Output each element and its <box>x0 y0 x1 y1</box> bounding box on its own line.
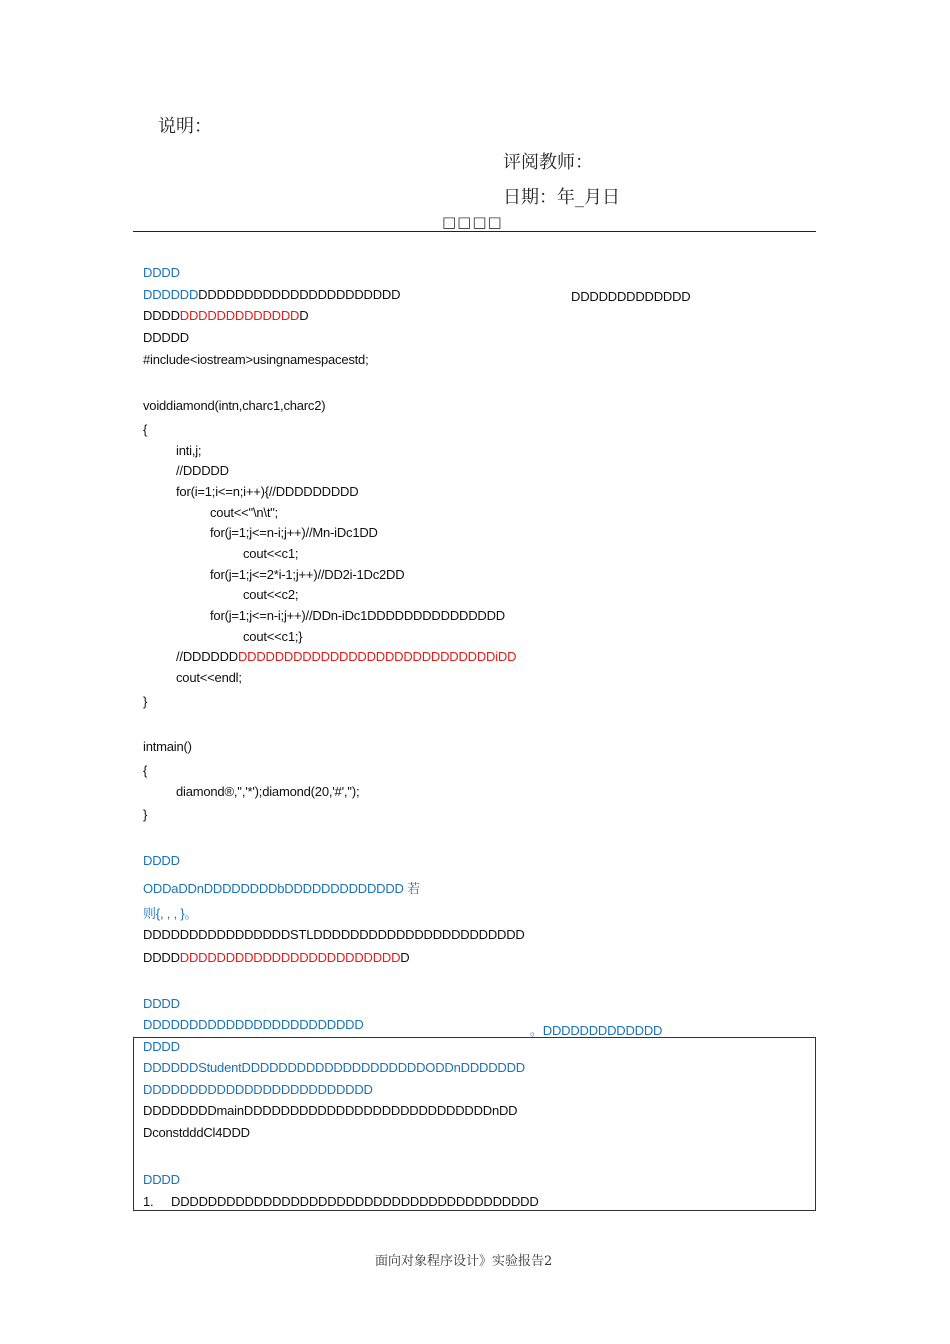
box-line-4: DconstdddCl4DDD <box>143 1125 250 1140</box>
box-list-item-1-text: DDDDDDDDDDDDDDDDDDDDDDDDDDDDDDDDDDDDDDDD <box>171 1194 539 1209</box>
section1-line2 <box>143 308 308 323</box>
section3-right-note: 。DDDDDDDDDDDDD <box>530 1023 663 1038</box>
section2-line4 <box>143 950 410 965</box>
section2-line1: ODDaDDnDDDDDDDDbDDDDDDDDDDDDD 若 <box>143 881 420 896</box>
section3-heading: DDDD <box>143 996 180 1011</box>
box-line-1: DDDDDDStudentDDDDDDDDDDDDDDDDDDDDODDnDDDDDDD <box>143 1060 525 1075</box>
section1-line3: DDDDD <box>143 330 189 345</box>
box-list-item-1-number: 1. <box>143 1194 154 1209</box>
section3-line1: DDDDDDDDDDDDDDDDDDDDDDDD <box>143 1017 364 1032</box>
code-line-2: { <box>143 422 148 437</box>
box-heading-2: DDDD <box>143 1172 180 1187</box>
code-line-4: //DDDDD <box>176 463 229 478</box>
section2-line2: 则{, , , }。 <box>143 906 198 921</box>
section2-line3: DDDDDDDDDDDDDDDDSTLDDDDDDDDDDDDDDDDDDDDDDD <box>143 927 525 942</box>
code-line-15: } <box>143 694 148 709</box>
box-heading: DDDD <box>143 1039 180 1054</box>
code-line-7: for(j=1;j<=n-i;j++)//Mn-iDc1DD <box>210 525 378 540</box>
code-line-5: for(i=1;i<=n;i++){//DDDDDDDDD <box>176 484 359 499</box>
code-line-14: cout<<endl; <box>176 670 242 685</box>
section1-line1 <box>143 287 400 302</box>
code-line-6: cout<<"\n\t"; <box>210 505 279 520</box>
section1-include-line: #include<iostream>usingnamespacestd; <box>143 352 369 367</box>
code-line-11: for(j=1;j<=n-i;j++)//DDn-iDc1DDDDDDDDDDDDDDD <box>210 608 505 623</box>
code-line-1: voiddiamond(intn,charc1,charc2) <box>143 398 326 413</box>
code-line-10: cout<<c2; <box>243 587 299 602</box>
section2-heading: DDDD <box>143 853 180 868</box>
section2-line4-red: DDDDDDDDDDDDDDDDDDDDDDDD <box>179 950 401 965</box>
section1-line2-red: DDDDDDDDDDDDD <box>179 308 300 323</box>
code-line-13 <box>176 649 516 664</box>
code-line-12: cout<<c1;} <box>243 629 303 644</box>
code-line-13-red: DDDDDDDDDDDDDDDDDDDDDDDDDDDDiDD <box>237 649 517 664</box>
date-label: 日期：年_月日 <box>503 187 620 208</box>
code-line-3: inti,j; <box>176 443 202 458</box>
box-line-2: DDDDDDDDDDDDDDDDDDDDDDDDD <box>143 1082 373 1097</box>
section1-heading: DDDD <box>143 265 180 280</box>
code-line-19: } <box>143 807 148 822</box>
box-line-3: DDDDDDDDmainDDDDDDDDDDDDDDDDDDDDDDDDDDDnDD <box>143 1103 518 1118</box>
code-line-18: diamond®,'','*');diamond(20,'#',''); <box>176 784 360 799</box>
note-label: 说明： <box>158 116 212 137</box>
section1-line2-a: DDDD <box>143 308 180 323</box>
header-divider-glyphs: □□□□ <box>442 213 503 231</box>
code-line-9: for(j=1;j<=2*i-1;j++)//DD2i-1Dc2DD <box>210 567 405 582</box>
code-line-13-comment: //DDDDDD <box>176 649 238 664</box>
section1-line1-blue: DDDDDD <box>143 287 199 302</box>
header-rule <box>133 231 816 232</box>
section2-line4-a: DDDD <box>143 950 180 965</box>
code-line-8: cout<<c1; <box>243 546 299 561</box>
section2-line4-b: D <box>400 950 410 965</box>
code-line-17: { <box>143 763 148 778</box>
code-line-16: intmain() <box>143 739 192 754</box>
section1-line2-b: D <box>299 308 309 323</box>
section1-line1-black: DDDDDDDDDDDDDDDDDDDDDD <box>198 287 401 302</box>
page-footer: 面向对象程序设计》实验报告2 <box>375 1254 553 1269</box>
section1-right-note: DDDDDDDDDDDDD <box>571 289 691 304</box>
reviewer-label: 评阅教师： <box>503 152 593 173</box>
